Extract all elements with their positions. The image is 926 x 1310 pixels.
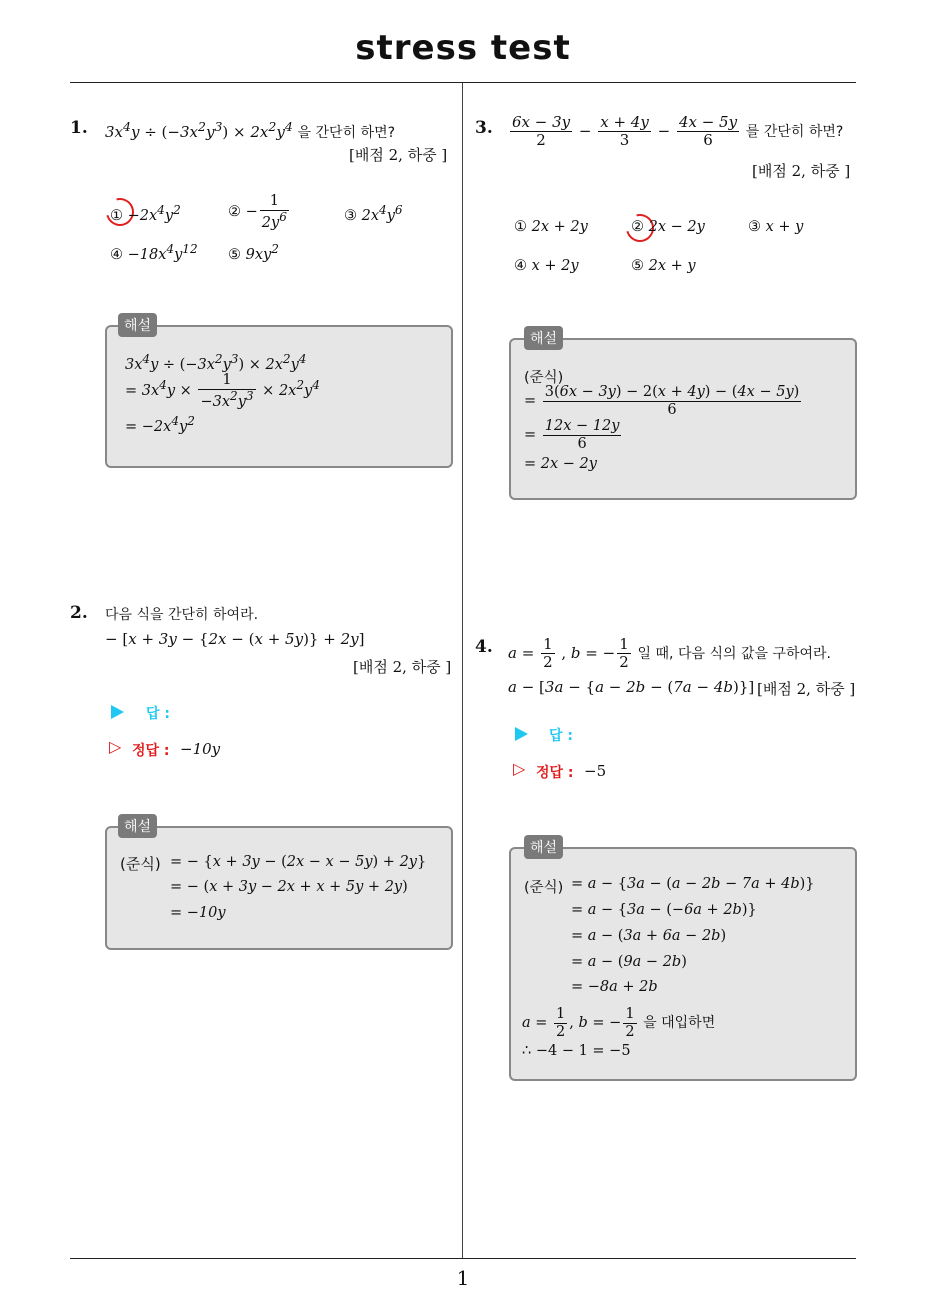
problem-4-solution-tag: 해설 bbox=[524, 835, 563, 859]
problem-3-option-1[interactable]: ① 2x + 2y bbox=[514, 219, 588, 235]
problem-1-number: 1. bbox=[70, 118, 88, 138]
problem-4-expression: a − [3a − {a − 2b − (7a − 4b)}] bbox=[508, 678, 755, 696]
problem-1-score: [배점 2, 하중 ] bbox=[349, 146, 448, 164]
problem-3-option-3[interactable]: ③ x + y bbox=[748, 219, 804, 235]
problem-4-number: 4. bbox=[475, 637, 493, 657]
problem-2-solution-line-3: = −10y bbox=[170, 905, 226, 921]
problem-1-suffix: 을 간단히 하면? bbox=[297, 125, 396, 141]
problem-2-solution-line-2: = − (x + 3y − 2x + x + 5y + 2y) bbox=[170, 879, 408, 895]
problem-4-solution-substitution: a = $\frac{1}{2}$ , b = − $\frac{1}{2}$ 을 대입하면 bbox=[522, 1006, 716, 1040]
problem-1-option-3[interactable]: ③ $2x^4y^6$ bbox=[344, 203, 403, 224]
problem-1-option-5[interactable]: ⑤ $9xy^2$ bbox=[228, 242, 279, 263]
problem-1-solution-line-3: = $-2x^4y^2$ bbox=[125, 414, 195, 435]
problem-2-number: 2. bbox=[70, 603, 88, 623]
problem-2-solution-prefix: (준식) bbox=[120, 855, 161, 873]
problem-3-solution-line-1: = $\frac{3(6x - 3y) - 2(x + 4y) - (4x - 5y)}{6}$ bbox=[524, 384, 800, 418]
problem-4-answer-label: 답 : bbox=[549, 728, 573, 744]
problem-1-solution-tag: 해설 bbox=[118, 313, 157, 337]
answer-arrow-icon bbox=[111, 705, 124, 719]
problem-3-solution-prefix: (준식) bbox=[524, 370, 564, 386]
problem-1-option-1[interactable]: ① $-2x^4y^2$ bbox=[110, 203, 181, 224]
page-title: stress test bbox=[355, 28, 571, 68]
problem-2-solution-line-1: = − {x + 3y − (2x − x − 5y) + 2y} bbox=[170, 854, 427, 870]
problem-4-condition: a = $\frac{1}{2}$ , b = − $\frac{1}{2}$ 일 때, 다음 식의 값을 구하여라. bbox=[508, 635, 831, 672]
problem-4-solution-prefix: (준식) bbox=[524, 880, 564, 896]
problem-4-correct-value: −5 bbox=[584, 762, 607, 780]
problem-4-solution-line-4: = a − (9a − 2b) bbox=[571, 954, 687, 970]
correct-arrow-icon: ▷ bbox=[513, 759, 526, 778]
problem-4-solution-result: ∴ −4 − 1 = −5 bbox=[522, 1043, 631, 1059]
problem-3-option-2[interactable]: ② 2x − 2y bbox=[631, 219, 705, 235]
problem-2-expression: − [x + 3y − {2x − (x + 5y)} + 2y] bbox=[105, 630, 365, 648]
page-number: 1 bbox=[456, 1266, 470, 1290]
header-rule bbox=[70, 82, 856, 83]
problem-4-correct-label: 정답 : bbox=[536, 765, 574, 781]
problem-3-stem: $\frac{6x - 3y}{2}$ − $\frac{x + 4y}{3}$ − $\frac{4x - 5y}{6}$ 를 간단히 하면? bbox=[512, 113, 844, 150]
problem-3-option-4[interactable]: ④ x + 2y bbox=[514, 258, 579, 274]
problem-2-answer-label: 답 : bbox=[146, 706, 170, 722]
correct-arrow-icon: ▷ bbox=[109, 737, 122, 756]
problem-3-solution-line-2: = $\frac{12x - 12y}{6}$ bbox=[524, 418, 620, 452]
problem-2-correct-label: 정답 : bbox=[132, 743, 170, 759]
problem-1-solution-line-1: $3x^4y \div (-3x^2y^3) \times 2x^2y^4$ bbox=[125, 352, 307, 373]
problem-3-number: 3. bbox=[475, 118, 493, 138]
problem-2-stem: 다음 식을 간단히 하여라. bbox=[105, 607, 259, 623]
problem-3-option-5[interactable]: ⑤ 2x + y bbox=[631, 258, 696, 274]
problem-2-score: [배점 2, 하중 ] bbox=[353, 658, 452, 676]
problem-4-score: [배점 2, 하중 ] bbox=[757, 680, 856, 698]
problem-4-solution-line-1: = a − {3a − (a − 2b − 7a + 4b)} bbox=[571, 876, 815, 892]
problem-1-option-4[interactable]: ④ $-18x^4y^{12}$ bbox=[110, 242, 198, 263]
problem-4-solution-line-2: = a − {3a − (−6a + 2b)} bbox=[571, 902, 757, 918]
column-divider bbox=[462, 83, 463, 1258]
problem-1-solution-line-2: = $3x^4y$ × $\frac{1}{-3x^2y^3}$ × $2x^2y^4$ bbox=[125, 372, 320, 410]
problem-4-stem: 일 때, 다음 식의 값을 구하여라. bbox=[637, 645, 831, 662]
problem-3-solution-tag: 해설 bbox=[524, 326, 563, 350]
problem-3-score: [배점 2, 하중 ] bbox=[752, 162, 851, 180]
problem-4-solution-line-3: = a − (3a + 6a − 2b) bbox=[571, 928, 727, 944]
answer-arrow-icon bbox=[515, 727, 528, 741]
problem-1-option-2[interactable]: ② − $\frac{1}{2y^6}$ bbox=[228, 193, 287, 231]
problem-2-correct-value: −10y bbox=[180, 740, 221, 758]
problem-4-substitute-text: 을 대입하면 bbox=[643, 1015, 716, 1032]
problem-3-solution-line-3: = 2x − 2y bbox=[524, 456, 597, 472]
footer-rule bbox=[70, 1258, 856, 1259]
problem-3-suffix: 를 간단히 하면? bbox=[745, 123, 844, 140]
problem-1-stem: $3x^4y \div (-3x^2y^3) \times 2x^2y^4$ 을 간단히 하면? bbox=[105, 119, 396, 141]
problem-2-solution-tag: 해설 bbox=[118, 814, 157, 838]
problem-4-solution-line-5: = −8a + 2b bbox=[571, 979, 658, 995]
